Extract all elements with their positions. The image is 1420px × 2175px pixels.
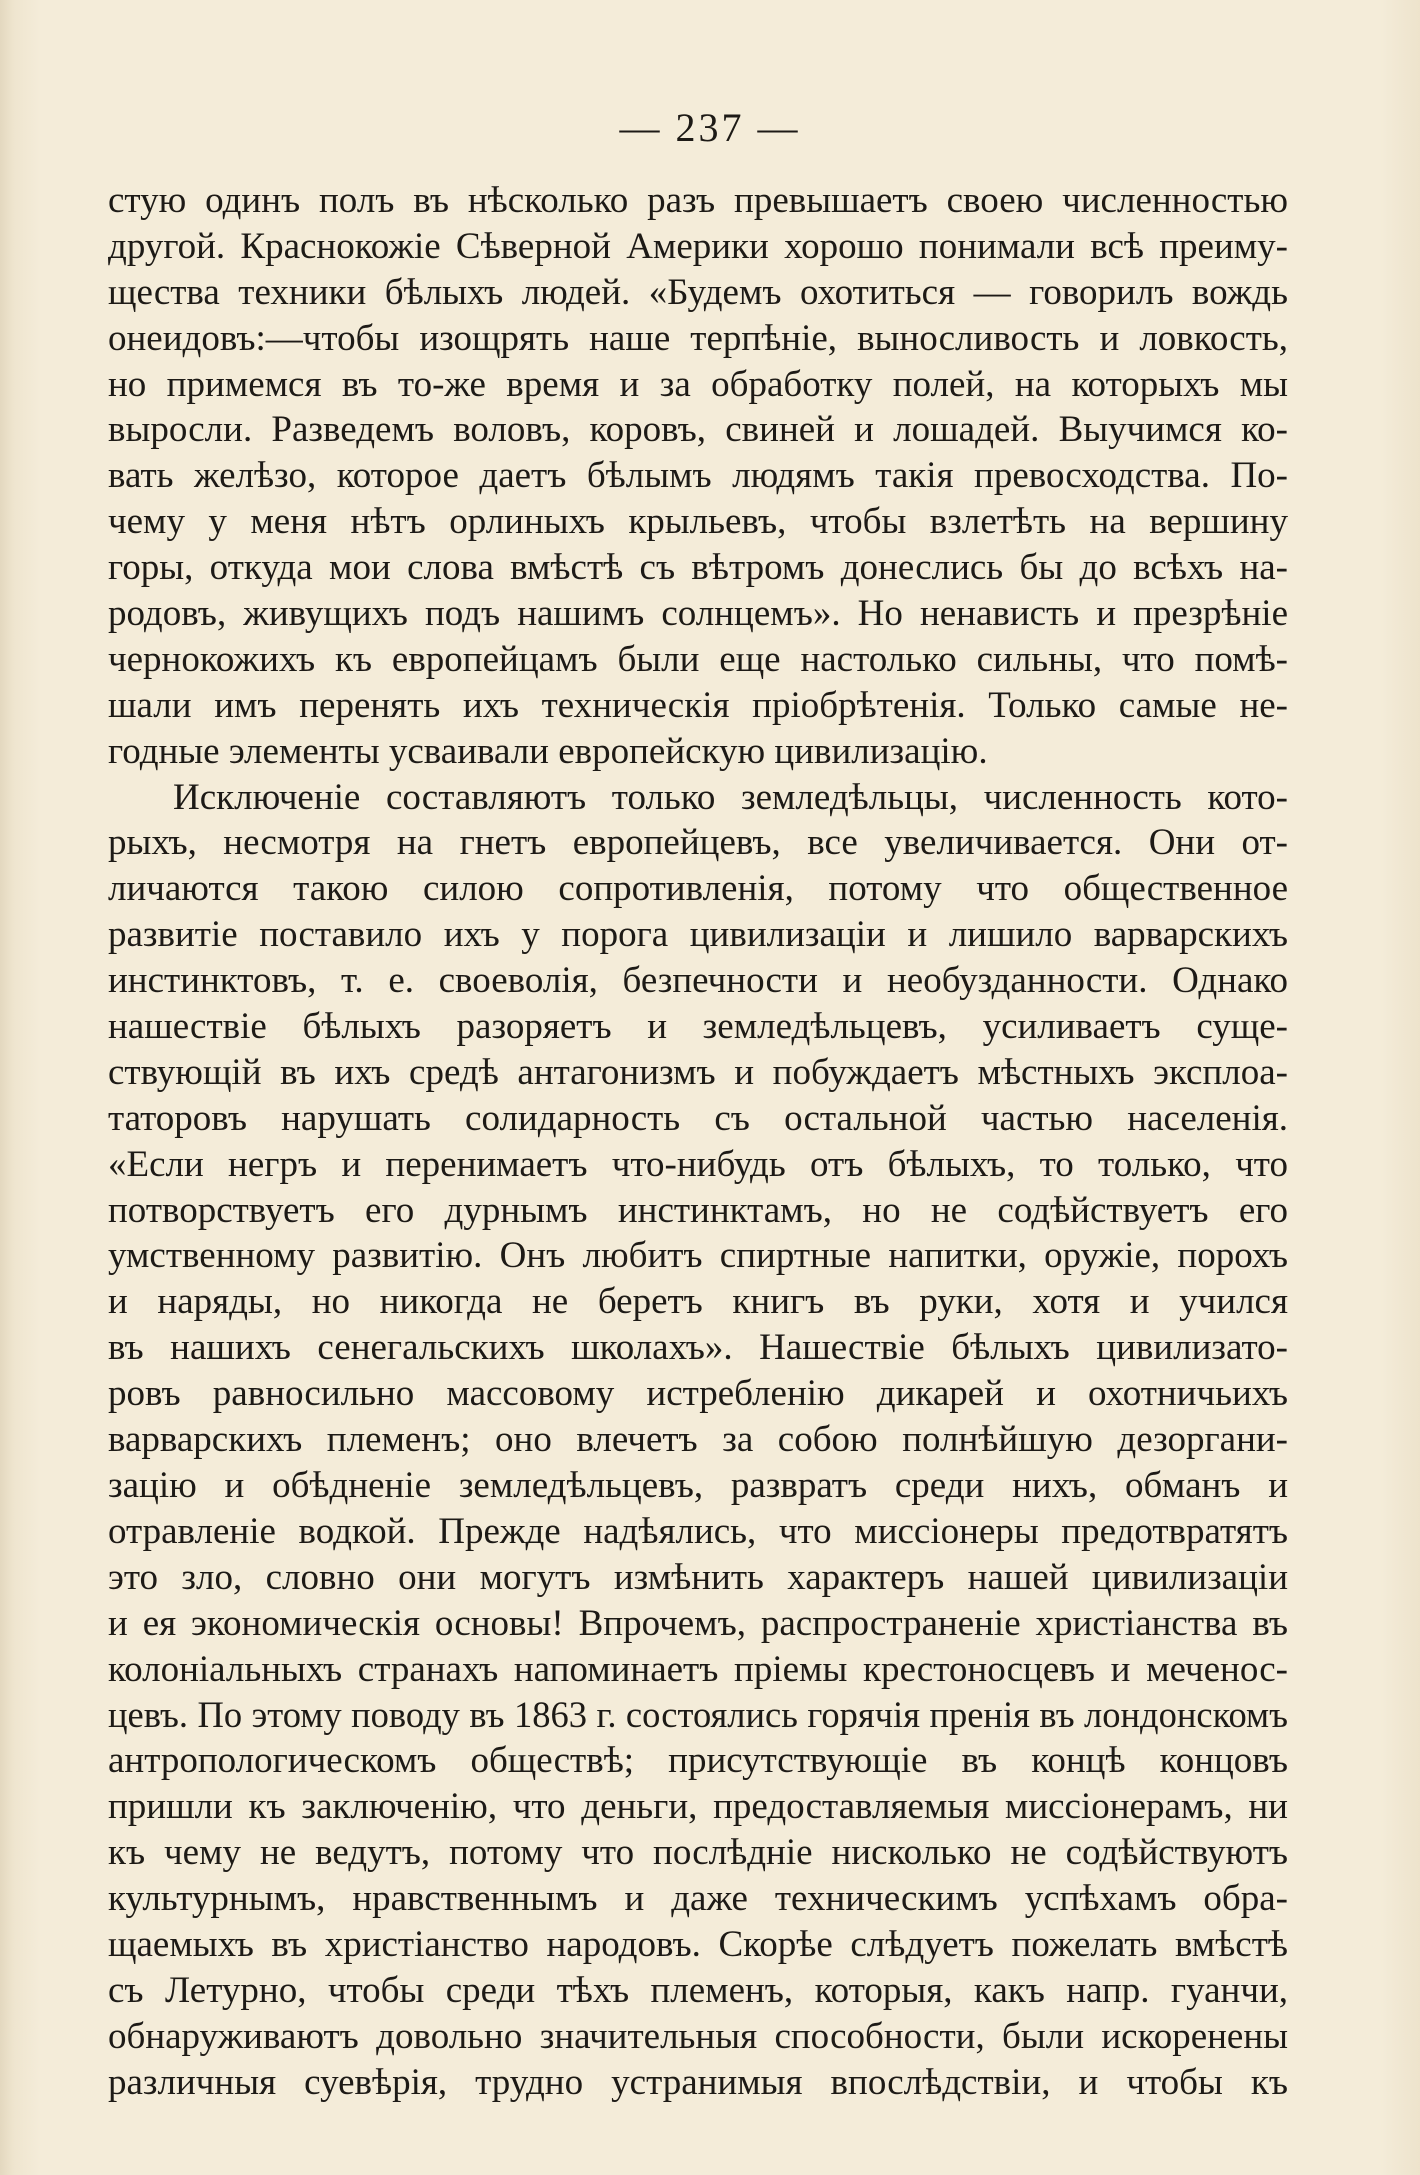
text-line: потворствуетъ его дурнымъ инстинктамъ, но не содѣйствуетъ его bbox=[108, 1189, 1288, 1231]
text-line: чернокожихъ къ европейцамъ были еще настолько сильны, что помѣ- bbox=[108, 638, 1288, 680]
text-line: но примемся въ то-же время и за обработку полей, на которыхъ мы bbox=[108, 363, 1288, 405]
text-line: варварскихъ племенъ; оно влечетъ за собою полнѣйшую дезоргани- bbox=[108, 1419, 1288, 1461]
text-line: развитіе поставило ихъ у порога цивилизаціи и лишило варварскихъ bbox=[108, 914, 1288, 956]
text-line: выросли. Разведемъ воловъ, коровъ, свиней и лошадей. Выучимся ко- bbox=[108, 409, 1288, 451]
text-line: это зло, словно они могутъ измѣнить характеръ нашей цивилизаціи bbox=[108, 1556, 1288, 1598]
text-line: ровъ равносильно массовому истребленію дикарей и охотничьихъ bbox=[108, 1373, 1288, 1415]
text-line: пришли къ заключенію, что деньги, предоставляемыя миссіонерамъ, ни bbox=[108, 1786, 1288, 1828]
text-line: родовъ, живущихъ подъ нашимъ солнцемъ». Но ненависть и презрѣніе bbox=[108, 593, 1288, 635]
text-line: и ея экономическія основы! Впрочемъ, распространеніе христіанства въ bbox=[108, 1602, 1288, 1644]
text-line: вать желѣзо, которое даетъ бѣлымъ людямъ такія превосходства. По- bbox=[108, 455, 1288, 497]
page-number: — 237 — bbox=[619, 105, 801, 150]
text-line: съ Летурно, чтобы среди тѣхъ племенъ, которыя, какъ напр. гуанчи, bbox=[108, 1969, 1288, 2011]
text-line: обнаруживаютъ довольно значительныя способности, были искоренены bbox=[108, 2015, 1288, 2057]
paragraph-first-line: Исключеніе составляютъ только земледѣльцы, численность кото- bbox=[173, 776, 1288, 818]
text-line: горы, откуда мои слова вмѣстѣ съ вѣтромъ донеслись бы до всѣхъ на- bbox=[108, 547, 1288, 589]
text-line: рыхъ, несмотря на гнетъ европейцевъ, все увеличивается. Они от- bbox=[108, 822, 1288, 864]
text-line: и наряды, но никогда не беретъ книгъ въ руки, хотя и учился bbox=[108, 1281, 1288, 1323]
text-line: къ чему не ведутъ, потому что послѣдніе нисколько не содѣйствуютъ bbox=[108, 1832, 1288, 1874]
text-line: отравленіе водкой. Прежде надѣялись, что миссіонеры предотвратятъ bbox=[108, 1510, 1288, 1552]
text-line: различныя суевѣрія, трудно устранимыя впослѣдствіи, и чтобы къ bbox=[108, 2061, 1288, 2103]
paragraph-end-line: годные элементы усваивали европейскую цивилизацію. bbox=[108, 730, 988, 772]
text-line: личаются такою силою сопротивленія, потому что общественное bbox=[108, 868, 1288, 910]
text-line: ствующій въ ихъ средѣ антагонизмъ и побуждаетъ мѣстныхъ эксплоа- bbox=[108, 1051, 1288, 1093]
text-line: зацію и обѣдненіе земледѣльцевъ, развратъ среди нихъ, обманъ и bbox=[108, 1464, 1288, 1506]
text-line: чему у меня нѣтъ орлиныхъ крыльевъ, чтобы взлетѣть на вершину bbox=[108, 501, 1288, 543]
text-line: стую одинъ полъ въ нѣсколько разъ превышаетъ своею численностью bbox=[108, 180, 1288, 221]
text-line: въ нашихъ сенегальскихъ школахъ». Нашествіе бѣлыхъ цивилизато- bbox=[108, 1327, 1288, 1369]
text-line: цевъ. По этому поводу въ 1863 г. состоялись горячія пренія въ лондонскомъ bbox=[108, 1694, 1288, 1736]
body-text bbox=[108, 178, 1288, 2105]
text-line: щества техники бѣлыхъ людей. «Будемъ охотиться — говорилъ вождь bbox=[108, 271, 1288, 313]
text-line: онеидовъ:—чтобы изощрять наше терпѣніе, выносливость и ловкость, bbox=[108, 317, 1288, 359]
text-line: шали имъ перенять ихъ техническія пріобрѣтенія. Только самые не- bbox=[108, 684, 1288, 726]
text-line: нашествіе бѣлыхъ разоряетъ и земледѣльцевъ, усиливаетъ суще- bbox=[108, 1006, 1288, 1048]
text-line: культурнымъ, нравственнымъ и даже техническимъ успѣхамъ обра- bbox=[108, 1877, 1288, 1919]
text-line: колоніальныхъ странахъ напоминаетъ пріемы крестоносцевъ и меченос- bbox=[108, 1648, 1288, 1690]
text-line: антропологическомъ обществѣ; присутствующіе въ концѣ концовъ bbox=[108, 1740, 1288, 1782]
text-line: «Если негръ и перенимаетъ что-нибудь отъ бѣлыхъ, то только, что bbox=[108, 1143, 1288, 1185]
text-line: другой. Краснокожіе Сѣверной Америки хорошо понимали всѣ преиму- bbox=[108, 225, 1288, 267]
text-line: щаемыхъ въ христіанство народовъ. Скорѣе слѣдуетъ пожелать вмѣстѣ bbox=[108, 1923, 1288, 1965]
text-line: умственному развитію. Онъ любитъ спиртные напитки, оружіе, порохъ bbox=[108, 1235, 1288, 1277]
text-line: инстинктовъ, т. е. своеволія, безпечности и необузданности. Однако bbox=[108, 960, 1288, 1002]
text-line: таторовъ нарушать солидарность съ остальной частью населенія. bbox=[108, 1097, 1288, 1139]
